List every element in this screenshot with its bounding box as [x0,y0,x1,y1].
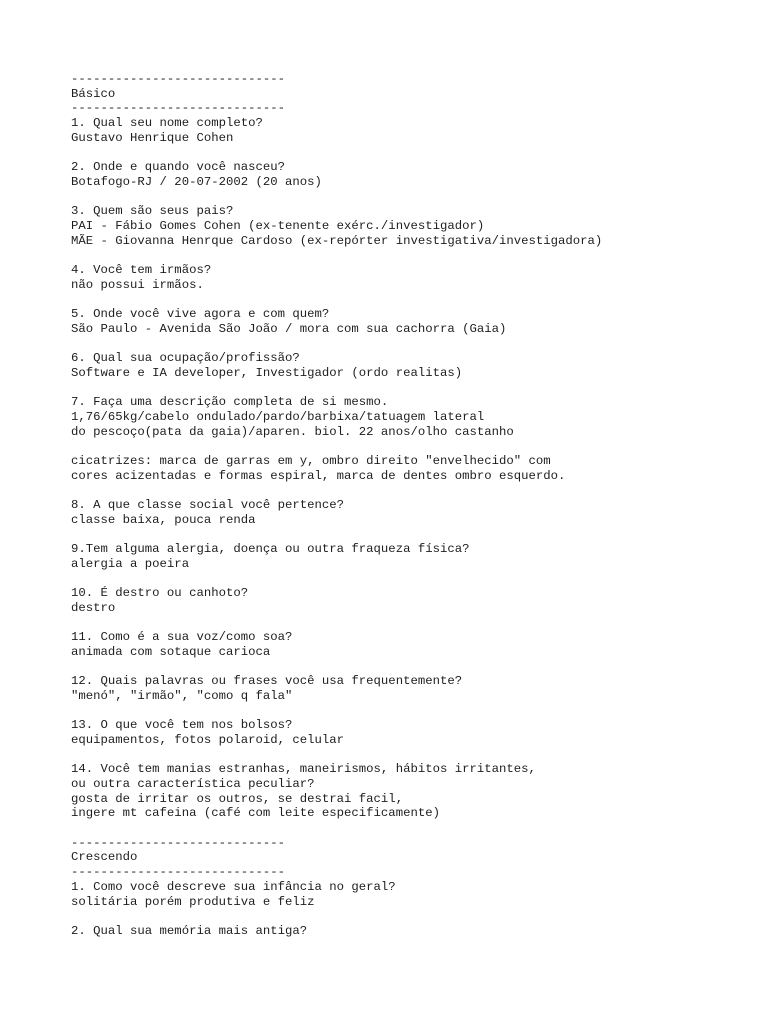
answer-text: alergia a poeira [71,556,190,571]
answer-text: Software e IA developer, Investigador (ordo realitas) [71,365,463,380]
answer-text: Botafogo-RJ / 20-07-2002 (20 anos) [71,174,322,189]
blank-line [71,527,751,542]
question-text: 1. Qual seu nome completo? [71,116,263,131]
answer-text: do pescoço(pata da gaia)/aparen. biol. 22 anos/olho castanho [71,424,514,439]
blank-line [71,439,751,454]
blank-line [71,190,751,205]
answer-text: não possui irmãos. [71,277,204,292]
answer-text: São Paulo - Avenida São João / mora com sua cachorra (Gaia) [71,321,507,336]
blank-line [71,909,751,924]
blank-line [71,292,751,307]
section-divider: ----------------------------- [71,835,286,850]
answer-text: MÃE - Giovanna Henrque Cardoso (ex-repórter investigativa/investigadora) [71,233,603,248]
section-divider: ----------------------------- [71,101,286,116]
answer-text: cores acizentadas e formas espiral, marca de dentes ombro esquerdo. [71,468,566,483]
question-text: 8. A que classe social você pertence? [71,497,345,512]
blank-line [71,615,751,630]
blank-line [71,145,751,160]
blank-line [71,571,751,586]
answer-text: classe baixa, pouca renda [71,512,256,527]
answer-text: destro [71,600,116,615]
blank-line [71,248,751,263]
question-text: 2. Onde e quando você nasceu? [71,160,286,175]
section-heading: Básico [71,86,116,101]
blank-line [71,660,751,675]
answer-text: ingere mt cafeina (café com leite especificamente) [71,806,440,821]
blank-line [71,336,751,351]
answer-text: cicatrizes: marca de garras em y, ombro direito "envelhecido" com [71,453,551,468]
question-text: 3. Quem são seus pais? [71,204,234,219]
question-text: 1. Como você descreve sua infância no geral? [71,879,396,894]
question-text: 6. Qual sua ocupação/profissão? [71,351,300,366]
question-text: 2. Qual sua memória mais antiga? [71,923,308,938]
question-text: 5. Onde você vive agora e com quem? [71,307,330,321]
blank-line [71,704,751,719]
answer-text: equipamentos, fotos polaroid, celular [71,732,345,747]
answer-text: gosta de irritar os outros, se destrai facil, [71,791,404,806]
question-text: 7. Faça uma descrição completa de si mesmo. [71,395,389,410]
blank-line [71,821,751,836]
question-text: 14. Você tem manias estranhas, maneirismos, hábitos irritantes, ou outra característica peculiar? [71,762,536,792]
answer-text: solitária porém produtiva e feliz [71,894,315,909]
question-text: 12. Quais palavras ou frases você usa frequentemente? [71,674,463,689]
question-text: 13. O que você tem nos bolsos? [71,718,293,733]
question-text: 11. Como é a sua voz/como soa? [71,630,293,645]
section-divider: ----------------------------- [71,865,286,880]
answer-text: 1,76/65kg/cabelo ondulado/pardo/barbixa/tatuagem lateral [71,409,485,424]
answer-text: Gustavo Henrique Cohen [71,130,234,145]
question-text: 4. Você tem irmãos? [71,262,212,277]
answer-text: PAI - Fábio Gomes Cohen (ex-tenente exérc./investigador) [71,218,485,233]
section-divider: ----------------------------- [71,72,286,86]
answer-text: "menó", "irmão", "como q fala" [71,688,293,703]
document-body [71,72,751,939]
question-text: 10. É destro ou canhoto? [71,586,249,601]
blank-line [71,380,751,395]
section-heading: Crescendo [71,850,138,865]
question-text: 9.Tem alguma alergia, doença ou outra fraqueza física? [71,542,470,556]
answer-text: animada com sotaque carioca [71,644,271,659]
blank-line [71,483,751,498]
blank-line [71,748,751,763]
